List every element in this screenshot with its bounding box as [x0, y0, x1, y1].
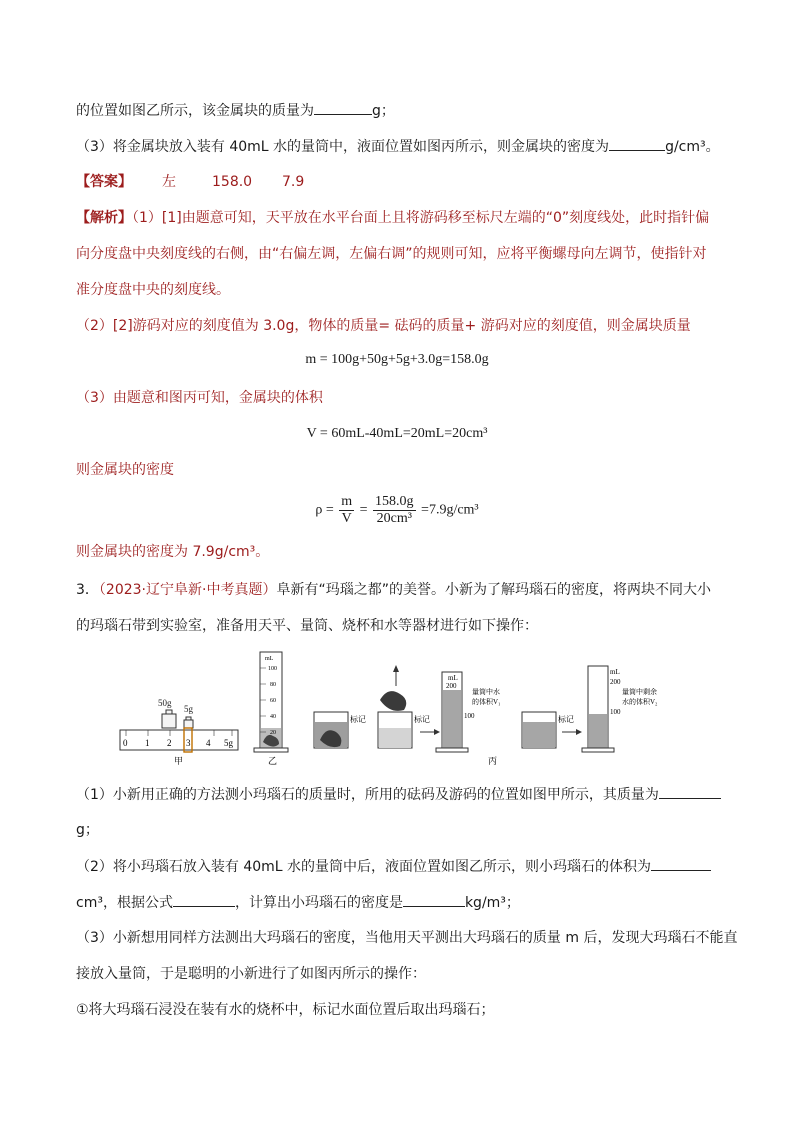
- text: 接放入量筒，于是聪明的小新进行了如图丙所示的操作：: [76, 966, 426, 982]
- line-1: [76, 100, 395, 121]
- sub-question-2: [76, 856, 711, 877]
- svg-text:100: 100: [268, 666, 277, 672]
- result: =7.9g/cm³: [421, 502, 479, 518]
- sub-question-3: [76, 928, 737, 948]
- figure-yi: [254, 652, 288, 766]
- fraction-values: [373, 494, 416, 527]
- question-3-line-1: [76, 580, 711, 600]
- weight-50g-label: 50g: [158, 698, 172, 708]
- answer-blank[interactable]: [403, 892, 465, 907]
- text: （1）[1]由题意可知，天平放在水平台面上且将游码移至标尺左端的“0”刻度线处，此时指针偏: [132, 210, 710, 226]
- analysis-line-1: [76, 208, 709, 228]
- sub-question-1: [76, 784, 721, 805]
- svg-text:40: 40: [270, 714, 276, 720]
- numerator: m: [341, 494, 353, 509]
- ruler-tick: 5g: [224, 738, 233, 748]
- numerator: 158.0g: [375, 494, 414, 509]
- analysis-line-4: [76, 316, 691, 336]
- formula-volume: V = 60mL-40mL=20mL=20cm³: [306, 426, 488, 441]
- ruler: [120, 730, 238, 750]
- text: g；: [372, 103, 395, 119]
- text: 向分度盘中央刻度线的右侧，由“右偏左调，左偏右调”的规则可知，应将平衡螺母向左调节，使指针对: [76, 246, 707, 262]
- analysis-tag: 【解析】: [76, 210, 132, 226]
- answer-blank[interactable]: [173, 892, 235, 907]
- text: （2）[2]游码对应的刻度值为 3.0g，物体的质量= 砝码的质量+ 游码对应的刻度值，则金属块质量: [76, 318, 691, 334]
- answer-blank[interactable]: [314, 100, 372, 115]
- ruler-tick: 4: [206, 738, 211, 748]
- svg-text:20: 20: [270, 730, 276, 736]
- question-source: （2023·辽宁阜新·中考真题）: [98, 582, 277, 598]
- label-jia: 甲: [174, 756, 184, 766]
- svg-text:标记: 标记: [558, 715, 574, 724]
- sub-question-3-step1: [76, 1000, 495, 1020]
- text: （3）将金属块放入装有 40mL 水的量筒中，液面位置如图丙所示，则金属块的密度为: [76, 139, 610, 155]
- svg-text:200: 200: [610, 678, 621, 686]
- text: （1）小新用正确的方法测小玛瑙石的质量时，所用的砝码及游码的位置如图甲所示，其质量为: [76, 787, 659, 803]
- text: 准分度盘中央的刻度线。: [76, 282, 230, 298]
- ruler-tick: 1: [145, 738, 150, 748]
- analysis-line-5: [76, 388, 323, 408]
- sub-question-2-cont: [76, 892, 520, 913]
- denominator: 20cm³: [376, 511, 412, 526]
- text: cm³，根据公式: [76, 895, 173, 911]
- analysis-line-7: [76, 542, 269, 562]
- sub-question-1-cont: [76, 820, 99, 840]
- text: kg/m³；: [464, 895, 520, 911]
- figure-jia: [120, 698, 238, 766]
- svg-text:60: 60: [270, 698, 276, 704]
- weight-5g: [184, 720, 193, 728]
- figure-bing: [314, 665, 658, 766]
- text: 阜新有“玛瑙之都”的美誉。小新为了解玛瑙石的密度，将两块不同大小: [276, 582, 711, 598]
- rho-label: ρ =: [315, 502, 334, 518]
- text: （3）小新想用同样方法测出大玛瑙石的密度，当他用天平测出大玛瑙石的质量 m 后，发现大玛瑙石不能直: [76, 930, 738, 946]
- fraction-m-v: [339, 494, 354, 527]
- sub-question-3-cont: [76, 964, 426, 984]
- analysis-line-6: [76, 460, 174, 480]
- svg-text:200: 200: [446, 682, 457, 690]
- weight-50g: [162, 714, 176, 728]
- svg-text:标记: 标记: [350, 715, 366, 724]
- text: ，计算出小玛瑙石的密度是: [234, 895, 403, 911]
- svg-text:水的体积V₂: 水的体积V₂: [622, 698, 658, 706]
- text: （2）将小玛瑙石放入装有 40mL 水的量筒中后，液面位置如图乙所示，则小玛瑙石的体积为: [76, 859, 652, 875]
- text: 的位置如图乙所示，该金属块的质量为: [76, 103, 314, 119]
- svg-text:80: 80: [270, 682, 276, 688]
- ruler-tick: 0: [123, 738, 128, 748]
- experiment-figure: [118, 650, 658, 770]
- text: g/cm³。: [665, 139, 720, 155]
- text: （3）由题意和图丙可知，金属块的体积: [76, 390, 323, 406]
- label-yi: 乙: [268, 756, 278, 766]
- question-number: 3．: [76, 582, 99, 598]
- text: ①将大玛瑙石浸没在装有水的烧杯中，标记水面位置后取出玛瑙石；: [76, 1002, 495, 1018]
- text: 则金属块的密度为 7.9g/cm³。: [76, 544, 270, 560]
- svg-text:量筒中剩余: 量筒中剩余: [622, 688, 657, 696]
- formula-mass: m = 100g+50g+5g+3.0g=158.0g: [305, 352, 489, 367]
- weight-5g-label: 5g: [184, 704, 193, 714]
- label-bing: 丙: [488, 756, 498, 766]
- analysis-line-2: [76, 244, 707, 264]
- svg-text:100: 100: [464, 712, 475, 720]
- denominator: V: [341, 511, 352, 526]
- answer-1: 左: [162, 174, 176, 190]
- svg-text:标记: 标记: [414, 715, 430, 724]
- svg-text:100: 100: [610, 708, 621, 716]
- answer-3: 7.9: [282, 174, 305, 190]
- text: 的玛瑙石带到实验室，准备用天平、量筒、烧杯和水等器材进行如下操作：: [76, 618, 538, 634]
- svg-text:mL: mL: [610, 668, 620, 676]
- text: g；: [76, 822, 99, 838]
- svg-text:量筒中水: 量筒中水: [472, 688, 500, 696]
- svg-text:mL: mL: [448, 674, 458, 682]
- line-2: [76, 136, 720, 157]
- ruler-tick: 3: [186, 738, 191, 748]
- svg-text:mL: mL: [265, 656, 274, 662]
- svg-text:的体积V₁: 的体积V₁: [472, 698, 501, 706]
- question-3-line-2: [76, 616, 538, 636]
- text: 则金属块的密度: [76, 462, 174, 478]
- answer-blank[interactable]: [609, 136, 665, 151]
- ruler-tick: 2: [167, 738, 172, 748]
- analysis-line-3: [76, 280, 230, 300]
- answer-line: [76, 172, 305, 192]
- equals: =: [359, 502, 368, 518]
- formula-density: [0, 494, 794, 527]
- answer-blank[interactable]: [659, 784, 721, 799]
- answer-2: 158.0: [212, 174, 253, 190]
- answer-tag: 【答案】: [76, 174, 132, 190]
- answer-blank[interactable]: [651, 856, 711, 871]
